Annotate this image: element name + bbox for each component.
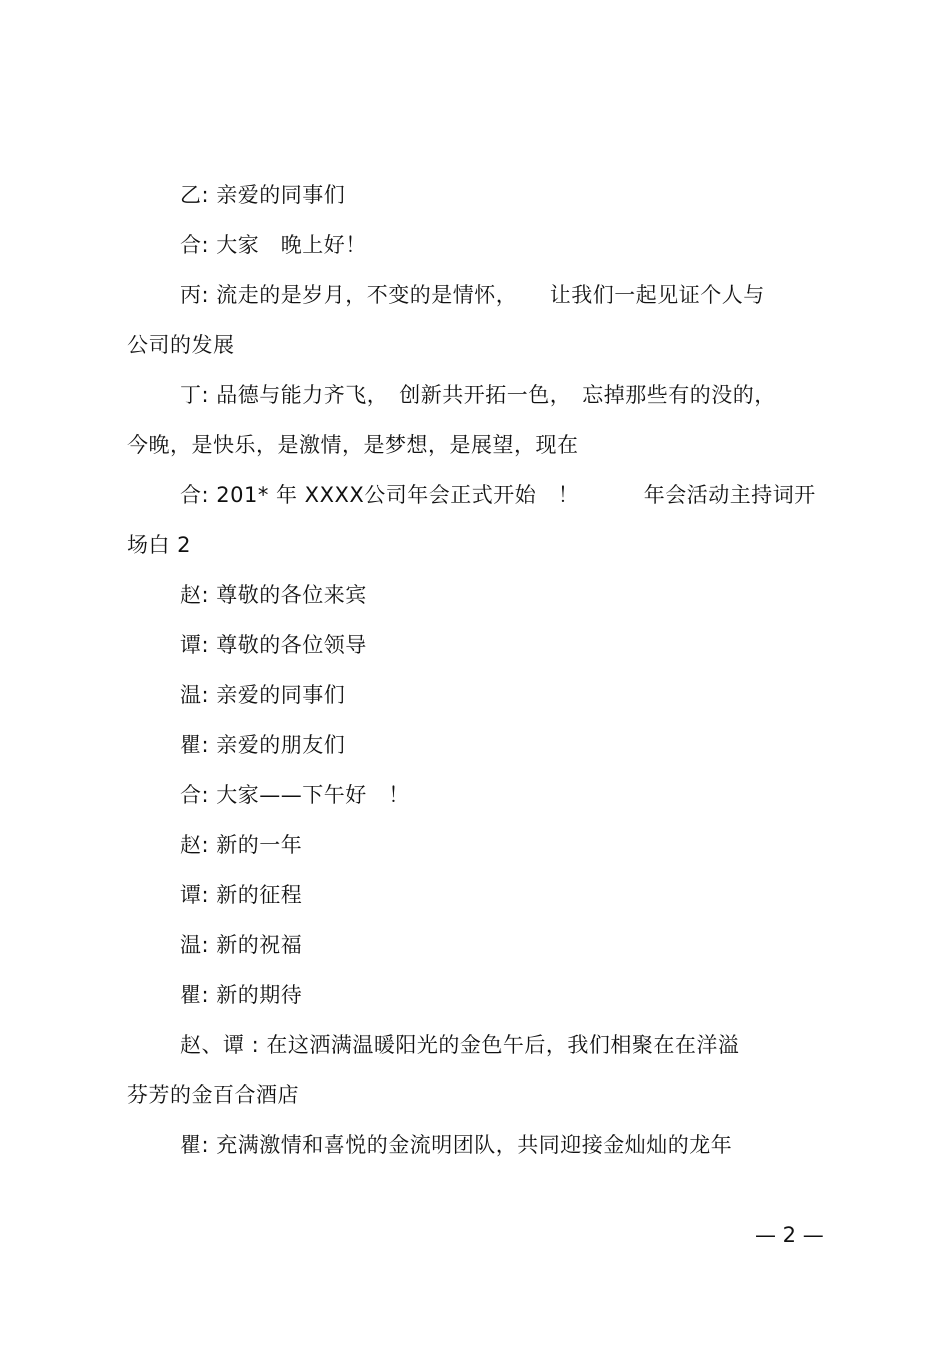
dialogue-line-yi: 乙: 亲爱的同事们 xyxy=(180,183,346,207)
dialogue-line-zhao-1: 赵: 尊敬的各位来宾 xyxy=(180,583,367,607)
dialogue-line-wen-1: 温: 亲爱的同事们 xyxy=(180,683,346,707)
section-heading-cont: 场白 2 xyxy=(127,533,192,557)
dialogue-line-ding-cont: 今晚，是快乐，是激情，是梦想，是展望，现在 xyxy=(127,433,579,457)
dialogue-line-qu-2: 瞿: 新的期待 xyxy=(180,983,303,1007)
dialogue-line-qu-3: 瞿: 充满激情和喜悦的金流明团队，共同迎接金灿灿的龙年 xyxy=(180,1133,733,1157)
dialogue-line-he-1: 合: 大家 晚上好！ xyxy=(180,233,367,257)
dialogue-line-tan-2: 谭: 新的征程 xyxy=(180,883,303,907)
dialogue-line-ding: 丁: 品德与能力齐飞， 创新共开拓一色， 忘掉那些有的没的， xyxy=(180,383,776,407)
dialogue-line-zhao-2: 赵: 新的一年 xyxy=(180,833,303,857)
page-number: — 2 — xyxy=(755,1223,824,1247)
dialogue-line-he-2: 合: 201* 年 XXXX公司年会正式开始 ！ 年会活动主持词开 xyxy=(180,483,816,507)
dialogue-line-qu-1: 瞿: 亲爱的朋友们 xyxy=(180,733,346,757)
dialogue-line-he-3: 合: 大家——下午好 ！ xyxy=(180,783,410,807)
dialogue-line-zhao-tan: 赵、谭 : 在这洒满温暖阳光的金色午后，我们相聚在在洋溢 xyxy=(180,1033,740,1057)
dialogue-line-bing: 丙: 流走的是岁月，不变的是情怀， 让我们一起见证个人与 xyxy=(180,283,765,307)
dialogue-line-tan-1: 谭: 尊敬的各位领导 xyxy=(180,633,367,657)
dialogue-line-wen-2: 温: 新的祝福 xyxy=(180,933,303,957)
dialogue-line-zhao-tan-cont: 芬芳的金百合酒店 xyxy=(127,1083,299,1107)
dialogue-line-bing-cont: 公司的发展 xyxy=(127,333,235,357)
